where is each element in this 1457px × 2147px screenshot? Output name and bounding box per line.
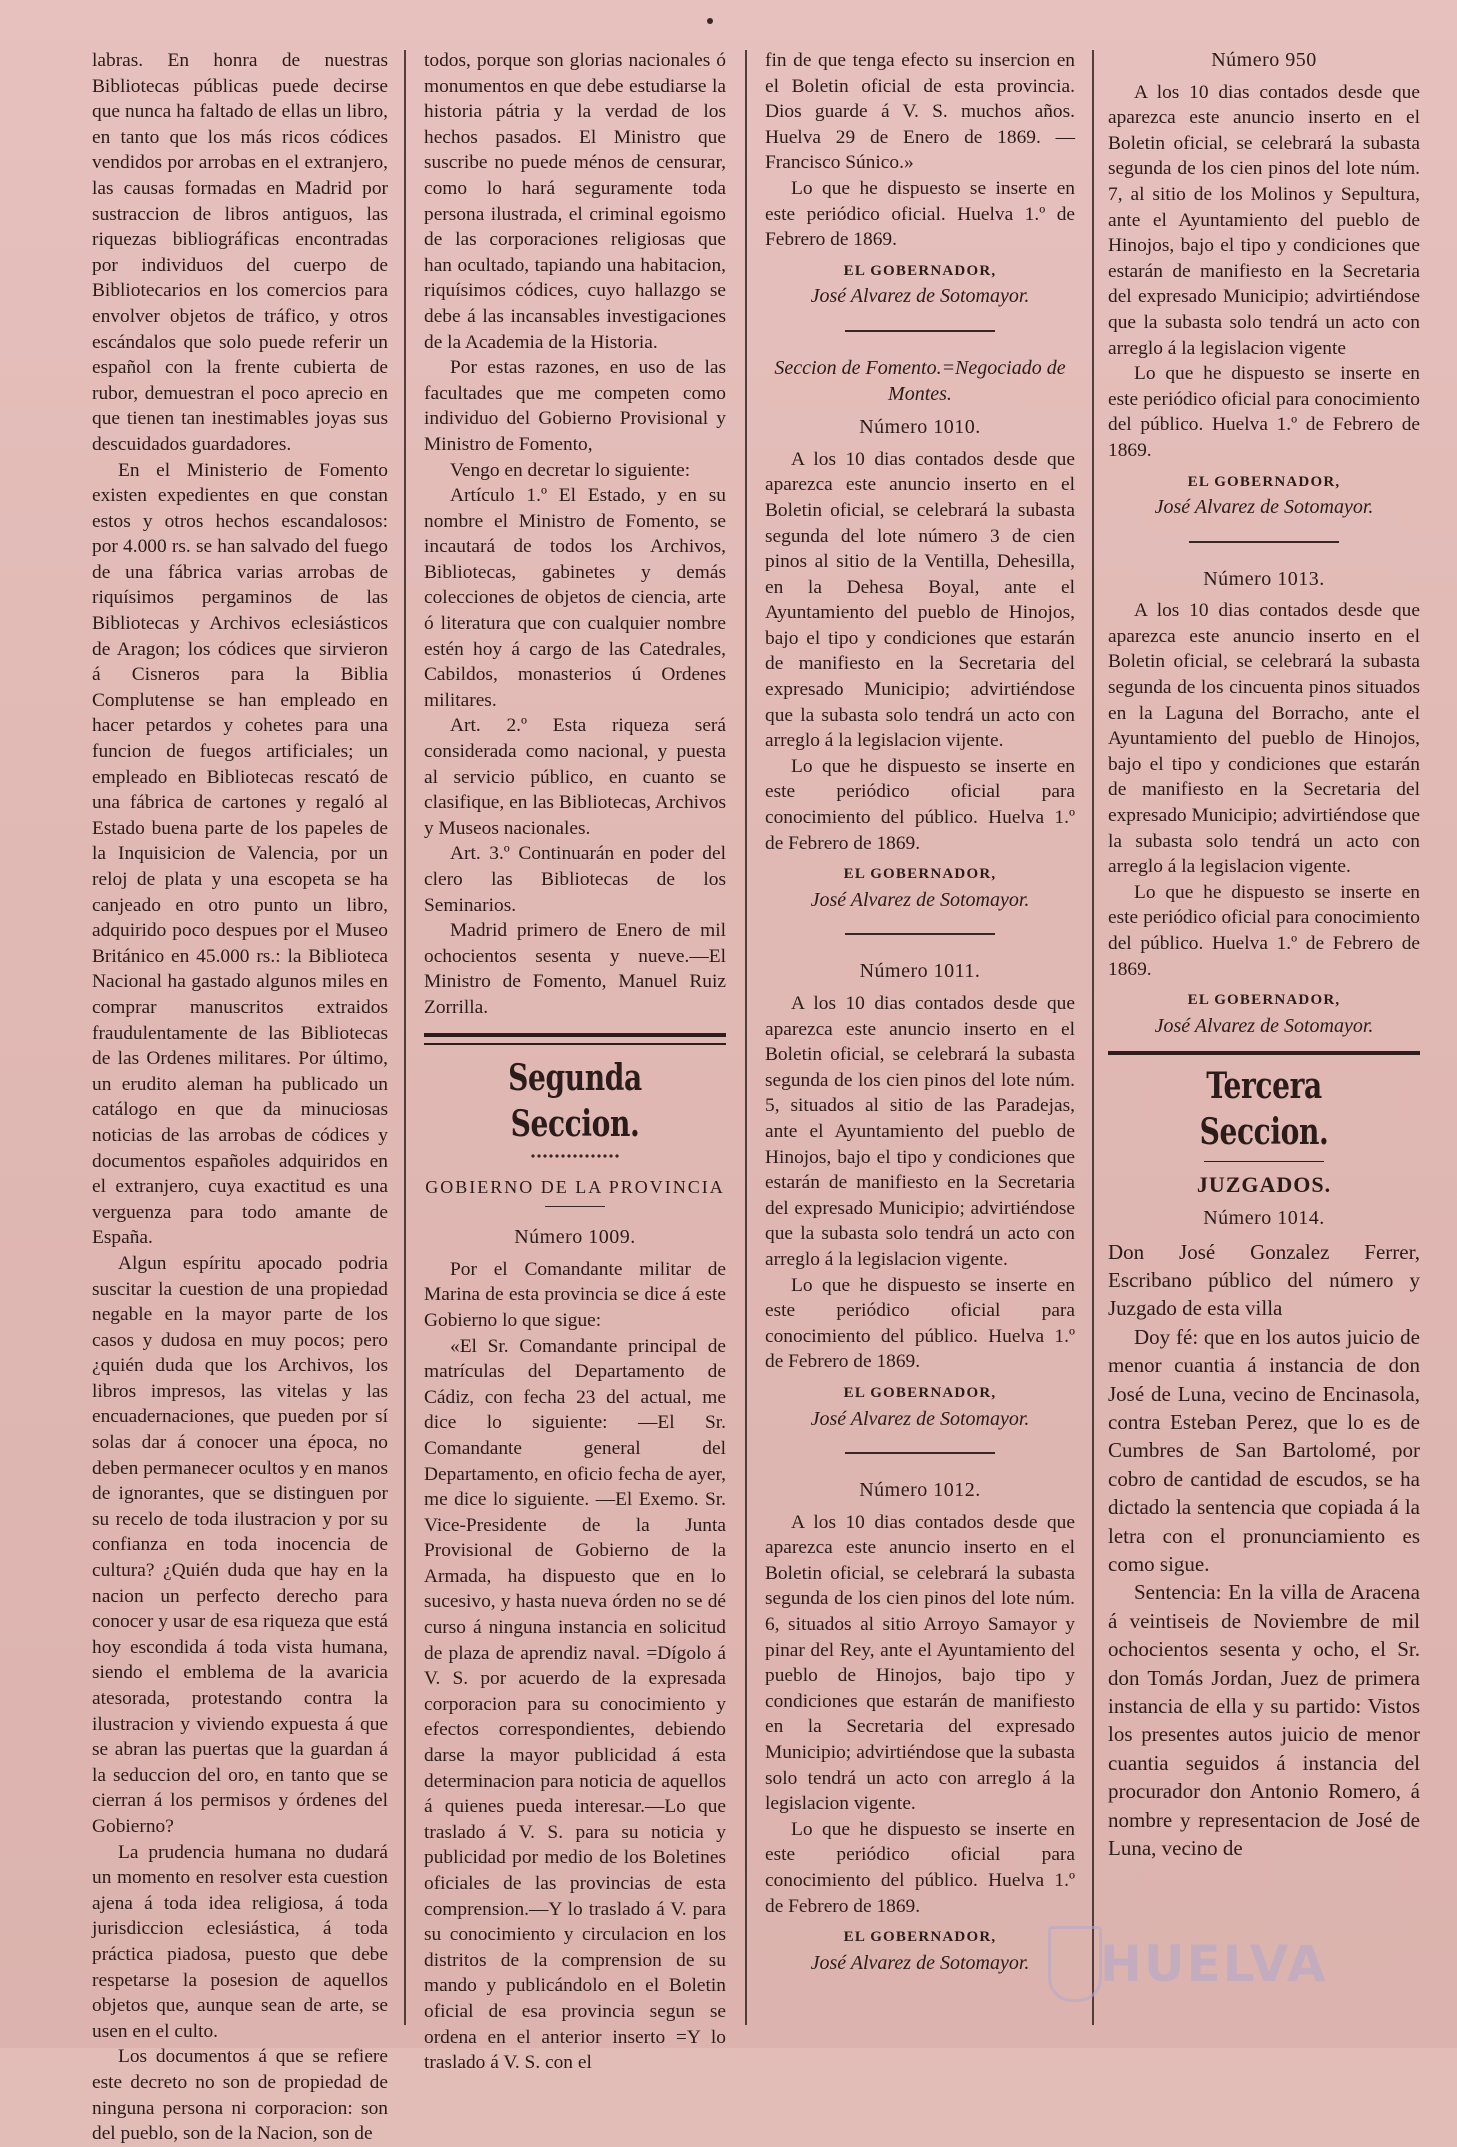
paragraph: A los 10 dias contados desde que aparezca este anuncio inserto en el Boletin oficial, se celebrará la subasta segunda de los cien pinos del lote núm. 7, al sitio de los Molinos y Sepultura, ante el Ayuntamiento del pueblo de Hinojos, bajo el tipo y condiciones que estarán de manifiesto en la Secretaria del expresado Municipio; advirtiéndose que la subasta solo tendrá un acto con arreglo á la legislacion vigente xyxy=(1108,81,1420,359)
paragraph: Madrid primero de Enero de mil ochocientos sesenta y nueve.—El Ministro de Fomento, Manuel Ruiz Zorrilla. xyxy=(424,920,726,1018)
section-rule xyxy=(1108,1051,1420,1055)
notice-number: Número 1012. xyxy=(859,1479,981,1502)
paragraph: Por estas razones, en uso de las facultades que me competen como individuo del Gobierno Provisional y Ministro de Fomento, xyxy=(424,357,726,455)
paragraph: Art. 3.º Continuarán en poder del clero las Bibliotecas de los Seminarios. xyxy=(424,843,726,916)
notice-number: Número 1011. xyxy=(859,960,981,983)
signatory-title: EL GOBERNADOR, xyxy=(1187,473,1341,490)
column-2 xyxy=(424,48,726,2074)
separator-rule xyxy=(845,933,995,935)
paragraph: todos, porque son glorias nacionales ó monumentos en que debe estudiarse la historia pátria y la verdad de los hechos pasados. El Ministro que suscribe no puede ménos de censurar, como lo hará seguramente toda persona ilustrada, el criminal egoismo de las corporaciones religiosas que han ocultado, tapiando una habitacion, riquísimos códices, cuyo hallazgo se debe á las incansables investigaciones de la Academia de la Historia. xyxy=(424,50,726,353)
column-rule xyxy=(404,50,406,2025)
signature: José Alvarez de Sotomayor. xyxy=(1154,496,1374,519)
print-dot xyxy=(707,18,713,24)
subsection-heading: Seccion de Fomento.=Negociado de Montes. xyxy=(774,356,1066,405)
column-rule xyxy=(745,50,747,2025)
watermark-text: HUELVA xyxy=(1100,1935,1328,1993)
paragraph: Lo que he dispuesto se inserte en este periódico oficial para conocimiento del público. Huelva 1.º de Febrero de 1869. xyxy=(765,755,1075,854)
section-rule xyxy=(424,1033,726,1037)
section-title: Tercera Seccion. xyxy=(1199,1065,1329,1154)
paragraph: Por el Comandante militar de Marina de esta provincia se dice á este Gobierno lo que sigue: xyxy=(424,1258,726,1331)
paragraph: Los documentos á que se refiere este decreto no son de propiedad de ninguna persona ni corporacion: son del pueblo, son de la Nacion, son de xyxy=(92,2046,388,2145)
paragraph: Sentencia: En la villa de Aracena á veintiseis de Noviembre de mil ochocientos sesenta y ocho, el Sr. don Tomás Jordan, Juez de primera instancia de ella y su partido: Vistos los presentes autos juicio de menor cuantia seguidos á instancia del procurador don Antonio Romero, á nombre y representacion de José de Luna, vecino de xyxy=(1108,1580,1420,1861)
paragraph: Lo que he dispuesto se inserte en este periódico oficial para conocimiento del público. Huelva 1.º de Febrero de 1869. xyxy=(1108,363,1420,461)
section-rule xyxy=(1204,1161,1324,1162)
subsection-heading: GOBIERNO DE LA PROVINCIA xyxy=(425,1176,725,1197)
column-rule xyxy=(1092,50,1094,2025)
signature: José Alvarez de Sotomayor. xyxy=(810,1951,1030,1974)
paragraph: Doy fé: que en los autos juicio de menor cuantia á instancia de don José de Luna, vecino de Encinasola, contra Esteban Perez, que lo es de Cumbres de San Bartolomé, por cobro de cantidad de escudos, se ha dictado la sentencia que copiada á la letra con el pronunciamiento es como sigue. xyxy=(1108,1324,1420,1577)
signature: José Alvarez de Sotomayor. xyxy=(810,285,1030,308)
separator-rule xyxy=(845,330,995,332)
paragraph: fin de que tenga efecto su insercion en el Boletin oficial de esta provincia. Dios guarde á V. S. muchos años. Huelva 29 de Enero de 1869. —Francisco Súnico.» xyxy=(765,50,1075,174)
paragraph: labras. En honra de nuestras Bibliotecas públicas puede decirse que nunca ha faltado de ellas un libro, en tanto que los más ricos códices vendidos por arrobas en el extranjero, las causas formadas en Madrid por sustraccion de libros antiguos, las riquezas bibliográficas encontradas por individuos del cuerpo de Bibliotecarios en los comercios para envolver objetos de tráfico, y otros escándalos que solo puede referir un español con la frente cubierta de rubor, demuestran el poco aprecio en que tienen tan inestimables joyas sus descuidados guardadores. xyxy=(92,50,388,455)
paragraph: Lo que he dispuesto se inserte en este periódico oficial para conocimiento del público. Huelva 1.º de Febrero de 1869. xyxy=(765,1274,1075,1373)
signatory-title: EL GOBERNADOR, xyxy=(843,1929,997,1946)
signature: José Alvarez de Sotomayor. xyxy=(1154,1014,1374,1037)
column-4 xyxy=(1108,48,1420,2038)
separator-rule xyxy=(845,1452,995,1454)
notice-number: Número 1009. xyxy=(514,1226,636,1249)
paragraph: «El Sr. Comandante principal de matrículas del Departamento de Cádiz, con fecha 23 del actual, me dice lo siguiente: —El Sr. Comandante general del Departamento, en oficio fecha de ayer, me dice lo siguiente. —El Exemo. Sr. Vice-Presidente de la Junta Provisional de Gobierno de la Armada, ha dispuesto que en lo sucesivo, y hasta nueva órden no se dé curso á ninguna instancia en solicitud de plaza de aprendiz naval. =Dígolo á V. S. por acuerdo de la expresada corporacion para su conocimiento y efectos correspondientes, debiendo darse la mayor publicidad á esta determinacion para noticia de aquellos á quienes pueda interesar.—Lo que traslado á V. S. para su noticia y publicidad por medio de los Boletines oficiales de las provincias de esta comprension.—Y lo traslado á V. para su conocimiento y circulacion en los distritos de la comprension de su mando y publicándolo en el Boletin oficial de esa provincia segun se ordena en el anterior inserto =Y lo traslado á V. S. con el xyxy=(424,1335,726,2074)
signatory-title: EL GOBERNADOR, xyxy=(843,866,997,883)
notice-number: Número 1010. xyxy=(859,416,981,439)
section-title: Segunda Seccion. xyxy=(508,1056,642,1145)
column-1 xyxy=(92,48,388,2145)
ornament-rule xyxy=(530,1153,620,1159)
paragraph: Artículo 1.º El Estado, y en su nombre el Ministro de Fomento, se incautará de todos los Archivos, Bibliotecas, gabinetes y demás colecciones de objetos de ciencia, arte ó literatura que con cualquier nombre estén hoy á cargo de las Catedrales, Cabildos, monasterios ú Ordenes militares. xyxy=(424,485,726,711)
paragraph: La prudencia humana no dudará un momento en resolver esta cuestion ajena á toda idea religiosa, á toda jurisdiccion eclesiástica, á toda práctica piadosa, puesto que debe respetarse la posesion de aquellos objetos que, aunque sean de arte, se usen en el culto. xyxy=(92,1841,388,2042)
paragraph: Art. 2.º Esta riqueza será considerada como nacional, y puesta al servicio público, en cuanto se clasifique, en las Bibliotecas, Archivos y Museos nacionales. xyxy=(424,715,726,839)
paragraph: A los 10 dias contados desde que aparezca este anuncio inserto en el Boletin oficial, se celebrará la subasta segunda de los cien pinos del lote núm. 6, situados al sitio Arroyo Samayor y pinar del Rey, ante el Ayuntamiento del pueblo de Hinojos, bajo tipo y condiciones que estarán de manifiesto en la Secretaria del expresado Municipio; advirtiéndose que la subasta solo tendrá un acto con arreglo á la legislacion vigente. xyxy=(765,1511,1075,1815)
column-3 xyxy=(765,48,1075,2038)
signatory-title: EL GOBERNADOR, xyxy=(843,1384,997,1401)
paragraph: Lo que he dispuesto se inserte en este periódico oficial para conocimiento del público. Huelva 1.º de Febrero de 1869. xyxy=(1108,881,1420,980)
paragraph: Vengo en decretar lo siguiente: xyxy=(450,459,691,481)
paragraph: Algun espíritu apocado podria suscitar la cuestion de una propiedad negable en la mayor parte de los casos y dudosa en muy pocos; pero ¿quién duda que los Archivos, los libros impresos, las vitelas y las encuadernaciones, que pueden por sí solas dar á conocer una época, no deben permanecer ocultos y en manos de ignorantes, que se distinguen por su recelo de toda ilustracion y por su confianza en toda inocencia de cultura? ¿Quién duda que hay en la nacion un perfecto derecho para conocer y usar de esa riqueza que está hoy escondida á toda vista humana, siendo el emblema de la avaricia atesorada, protestando contra la ilustracion y viviendo expuesta á que se abran las puertas que la guardan á la seduccion del oro, en tanto que se cierran á los permisos y órdenes del Gobierno? xyxy=(92,1252,388,1837)
paragraph: A los 10 dias contados desde que aparezca este anuncio inserto en el Boletin oficial, se celebrará la subasta segunda de los cien pinos del lote núm. 5, situados al sitio de las Paradejas, ante el Ayuntamiento del pueblo de Hinojos, bajo el tipo y condiciones que estarán de manifiesto en la Secretaria del expresado Municipio; advirtiéndose que la subasta solo tendrá un acto con arreglo á la legislacion vigente. xyxy=(765,993,1075,1270)
notice-number: Número 950 xyxy=(1211,49,1317,71)
watermark-shield-icon xyxy=(1048,1926,1102,2002)
signature: José Alvarez de Sotomayor. xyxy=(810,888,1030,911)
paragraph: Lo que he dispuesto se inserte en este periódico oficial para conocimiento del público. Huelva 1.º de Febrero de 1869. xyxy=(765,1818,1075,1917)
paragraph: A los 10 dias contados desde que aparezca este anuncio inserto en el Boletin oficial, se celebrará la subasta segunda de los cincuenta pinos situados en la Laguna del Borracho, ante el Ayuntamiento del pueblo de Hinojos, bajo el tipo y condiciones que estarán de manifiesto en la Secretaria del expresado Municipio; advirtiéndose que la subasta solo tendrá un acto con arreglo á la legislacion vigente. xyxy=(1108,600,1420,878)
signatory-title: EL GOBERNADOR, xyxy=(843,262,997,279)
section-rule xyxy=(424,1043,726,1045)
paragraph: Don José Gonzalez Ferrer, Escribano público del número y Juzgado de esta villa xyxy=(1108,1239,1420,1321)
paragraph: En el Ministerio de Fomento existen expedientes en que constan estos y otros hechos escandalosos: por 4.000 rs. se han salvado del fuego de una fábrica varias arrobas de riquísimos pergaminos de las Bibliotecas y Archivos eclesiásticos de Aragon; los códices que sirvieron á Cisneros para la Biblia Complutense se han empleado en hacer petardos y cohetes para una funcion de fuegos artificiales; un empleado en Bibliotecas rescató de una fábrica de cartones y regaló al Estado buena parte de los papeles de la Inquisicion de Valencia, por un reloj de plata y una escopeta se ha canjeado en otro punto un libro, adquirido poco despues por el Museo Británico en 45.000 rs.: la Biblioteca Nacional ha gastado algunos miles en comprar manuscritos extraidos fraudulentamente de las Bibliotecas de las Ordenes militares. Por último, un erudito aleman ha publicado un catálogo en que da minuciosas noticias de las arrobas de códices y documentos españoles adquiridos en el extranjero, cuya exactitud es una verguenza para todo amante de España. xyxy=(92,459,388,1249)
subsection-heading: JUZGADOS. xyxy=(1196,1172,1332,1198)
paragraph: A los 10 dias contados desde que aparezca este anuncio inserto en el Boletin oficial, se celebrará la subasta segunda del lote número 3 de cien pinos al sitio de la Ventilla, Dehesilla, en la Dehesa Boyal, ante el Ayuntamiento del pueblo de Hinojos, bajo el tipo y condiciones que estarán de manifiesto en la Secretaria del expresado Municipio; advirtiéndose que la subasta solo tendrá un acto con arreglo á la legislacion vijente. xyxy=(765,448,1075,752)
separator-rule xyxy=(1189,541,1339,543)
notice-number: Número 1013. xyxy=(1203,567,1325,590)
short-rule xyxy=(545,1206,605,1207)
signatory-title: EL GOBERNADOR, xyxy=(1187,992,1341,1009)
signature: José Alvarez de Sotomayor. xyxy=(810,1407,1030,1430)
notice-number: Número 1014. xyxy=(1203,1206,1325,1229)
paragraph: Lo que he dispuesto se inserte en este periódico oficial. Huelva 1.º de Febrero de 1869. xyxy=(765,177,1075,251)
